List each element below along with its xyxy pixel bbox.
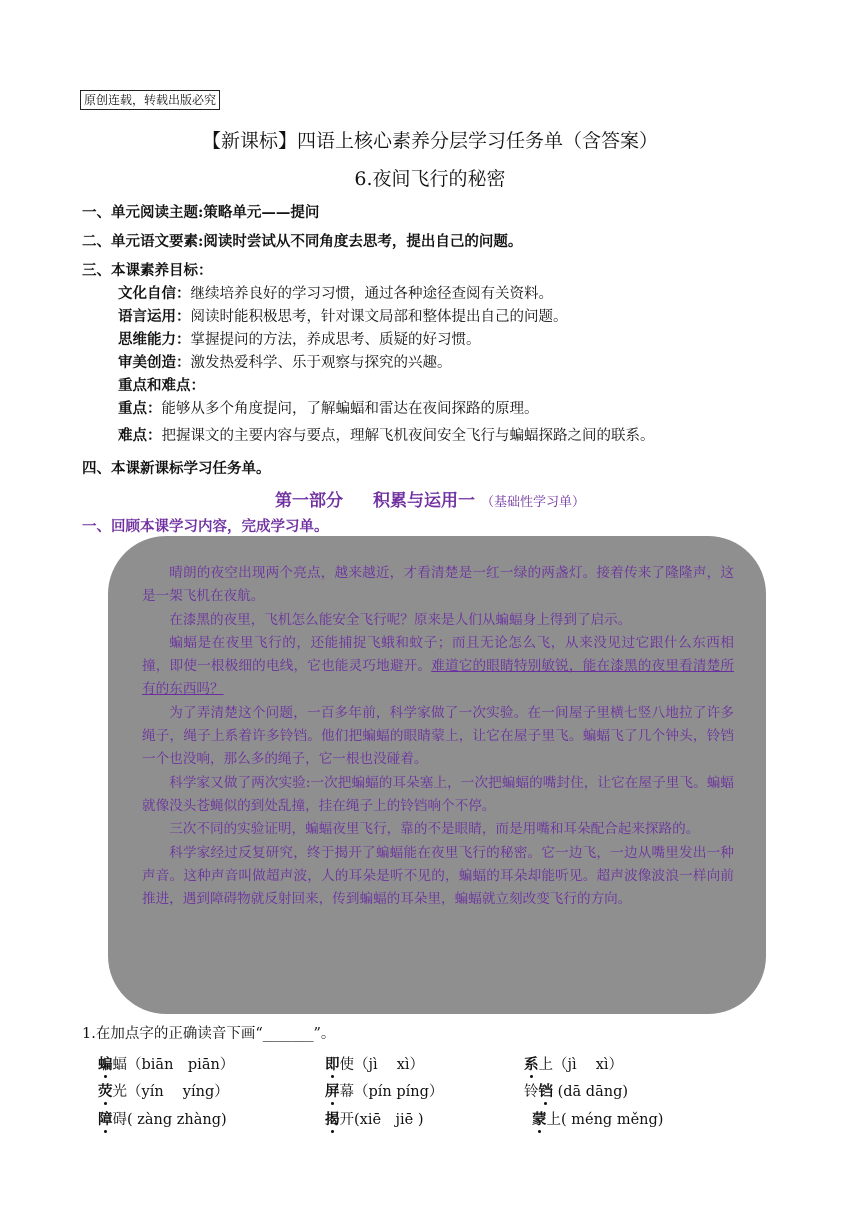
pinyin-item: 蝙蝠（biān piān） — [98, 1056, 235, 1073]
underlined-question: 难道它的眼睛特别敏锐，能在漆黑的夜里看清楚所有的东西吗？ — [142, 658, 734, 698]
passage-paragraph: 晴朗的夜空出现两个亮点，越来越近，才看清楚是一红一绿的两盏灯。接着传来了隆隆声，这是一架飞机在夜航。 — [142, 565, 734, 605]
passage-paragraph: 蝙蝠是在夜里飞行的，还能捕捉飞蛾和蚊子；而且无论怎么飞，从来没见过它跟什么东西相撞，即使一根极细的电线，它也能灵巧地避开。难道它的眼睛特别敏锐，能在漆黑的夜里看清楚所有的东西吗？ — [142, 634, 734, 698]
copyright-stamp: 原创连载，转载出版必究 — [80, 90, 220, 110]
pinyin-item: 即使（jì xì） — [325, 1056, 425, 1073]
question-1: 1.在加点字的正确读音下画“_______”。 — [82, 1026, 336, 1042]
section-language-elements: 二、单元语文要素:阅读时尝试从不同角度去思考，提出自己的问题。 — [82, 233, 523, 250]
pinyin-item: 荧光（yín yíng） — [98, 1083, 229, 1100]
pinyin-item: 系上（jì xì） — [524, 1056, 624, 1073]
objective-thinking: 思维能力：掌握提问的方法，养成思考、质疑的好习惯。 — [118, 331, 481, 348]
lesson-title: 6.夜间飞行的秘密 — [354, 168, 506, 190]
task-heading: 一、回顾本课学习内容，完成学习单。 — [82, 518, 329, 535]
section-task-list: 四、本课新课标学习任务单。 — [82, 460, 271, 477]
passage-paragraph: 为了弄清楚这个问题，一百多年前，科学家做了一次实验。在一间屋子里横七竖八地拉了许多绳子，绳子上系着许多铃铛。他们把蝙蝠的眼睛蒙上，让它在屋子里飞。蝙蝠飞了几个钟头，铃铛一个也没响，那么多的绳子，它一根也没碰着。 — [142, 704, 734, 768]
passage-paragraph: 科学家又做了两次实验:一次把蝙蝠的耳朵塞上，一次把蝙蝠的嘴封住，让它在屋子里飞。蝙蝠就像没头苍蝇似的到处乱撞，挂在绳子上的铃铛响个不停。 — [142, 774, 734, 814]
objective-culture: 文化自信：继续培养良好的学习习惯，通过各种途径查阅有关资料。 — [118, 285, 553, 302]
objective-language: 语言运用：阅读时能积极思考，针对课文局部和整体提出自己的问题。 — [118, 308, 568, 325]
objective-aesthetic: 审美创造：激发热爱科学、乐于观察与探究的兴趣。 — [118, 354, 452, 371]
pinyin-item: 蒙上( méng měng) — [532, 1111, 664, 1128]
difficult-point: 难点：把握课文的主要内容与要点，理解飞机夜间安全飞行与蝙蝠探路之间的联系。 — [118, 427, 655, 444]
passage-paragraph: 在漆黑的夜里，飞机怎么能安全飞行呢？原来是人们从蝙蝠身上得到了启示。 — [169, 611, 632, 628]
section-reading-theme: 一、单元阅读主题:策略单元——提问 — [82, 204, 320, 221]
passage-paragraph: 三次不同的实验证明，蝙蝠夜里飞行，靠的不是眼睛，而是用嘴和耳朵配合起来探路的。 — [169, 821, 700, 838]
passage-paragraph: 科学家经过反复研究，终于揭开了蝙蝠能在夜里飞行的秘密。它一边飞，一边从嘴里发出一种声音。这种声音叫做超声波，人的耳朵是听不见的，蝙蝠的耳朵却能听见。超声波像波浪一样向前推进，遇到障碍物就反射回来，传到蝙蝠的耳朵里，蝙蝠就立刻改变飞行的方向。 — [142, 844, 734, 908]
key-point: 重点：能够从多个角度提问，了解蝙蝠和雷达在夜间探路的原理。 — [118, 400, 539, 417]
pinyin-item: 铃铛 (dā dāng) — [524, 1083, 629, 1100]
passage-text — [142, 562, 734, 911]
pinyin-item: 揭开(xiē jiē ) — [325, 1111, 424, 1128]
pinyin-item: 障碍( zàng zhàng) — [98, 1111, 227, 1128]
page-title: 【新课标】四语上核心素养分层学习任务单（含答案） — [201, 130, 658, 152]
section-objectives-heading: 三、本课素养目标： — [82, 262, 213, 279]
key-points-heading: 重点和难点： — [118, 377, 205, 394]
part-heading: 第一部分 积累与运用一 （基础性学习单） — [275, 491, 585, 511]
pinyin-item: 屏幕（pín píng） — [325, 1083, 444, 1100]
